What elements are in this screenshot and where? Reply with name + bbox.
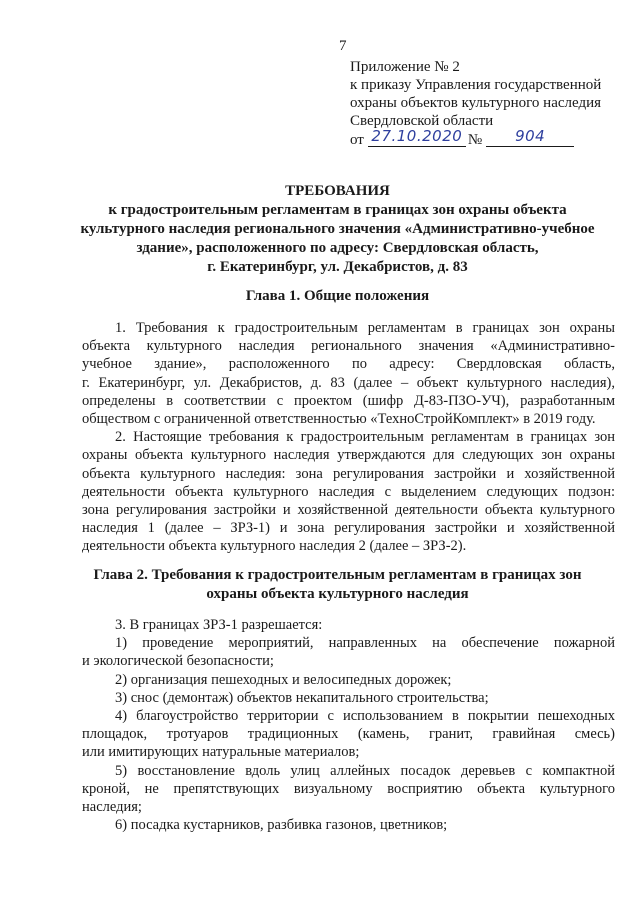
annex-line: охраны объектов культурного наследия bbox=[350, 95, 602, 111]
list-item: 3) снос (демонтаж) объектов некапитального строительства; bbox=[115, 689, 489, 706]
paragraph-3: 3. В границах ЗРЗ-1 разрешается: 1) проведение мероприятий, направленных на обеспечение пожарной и экологической безопасности; 2) организация пешеходных и велосипедных дорожек; 3) снос (демонтаж) объектов некапитального строительства; 4) благоустройство территории с использованием в покрытии пешеходных площадок, тротуаров традиционных (камень, гранит, гравийная смесь) или имитирующих натуральные материалов; 5) восстановление вдоль улиц аллейных посадок деревьев с компактной кроной, не препятствующих визуальному восприятию объекта культурного наследия; 6) посадка кустарников, разбивка газонов, цветников; bbox=[82, 617, 615, 834]
title-line: культурного наследия регионального значения «Административно-учебное bbox=[80, 221, 595, 237]
list-item: 5) восстановление вдоль улиц аллейных посадок деревьев с компактной bbox=[115, 762, 615, 779]
page-number: 7 bbox=[339, 38, 347, 54]
number-label: № bbox=[467, 132, 483, 148]
annex-line: Приложение № 2 bbox=[350, 59, 460, 75]
annex-line: Свердловской области bbox=[350, 113, 494, 129]
from-label: от bbox=[350, 132, 364, 148]
handwritten-number: 904 bbox=[486, 130, 574, 149]
title-heading: ТРЕБОВАНИЯ bbox=[285, 183, 390, 199]
title-line: здание», расположенного по адресу: Свердловская область, bbox=[136, 240, 539, 256]
list-item: 4) благоустройство территории с использованием в покрытии пешеходных bbox=[115, 708, 615, 725]
chapter-1-heading: Глава 1. Общие положения bbox=[245, 288, 430, 304]
handwritten-date: 27.10.2020 bbox=[368, 130, 466, 149]
chapter-2-heading: Глава 2. Требования к градостроительным регламентам в границах зон охраны объекта культурного наследия bbox=[93, 567, 582, 602]
annex-block bbox=[350, 58, 632, 149]
list-item: 6) посадка кустарников, разбивка газонов, цветников; bbox=[115, 817, 448, 834]
document-title bbox=[60, 182, 615, 277]
list-item: 1) проведение мероприятий, направленных на обеспечение пожарной bbox=[115, 635, 615, 652]
paragraph-1: 1. Требования к градостроительным регламентам в границах зон охраны объекта культурного наследия регионального значения «Административно- учебное здание», расположенного по адресу: Свердловская область, г. Екатеринбург, ул. Декабристов, д. 83 (далее – объект культурного наследия), определены в соответствии с проектом (шифр Д-83-ПЗО-УЧ), разработанным обществом с ограниченной ответственностью «ТехноСтройКомплект» в 2019 году. 2. Настоящие требования к градостроительным регламентам в границах зон охраны объекта культурного наследия утверждаются для следующих зон охраны объекта культурного наследия: зона регулирования застройки и хозяйственной деятельности объекта культурного наследия с выделением следующих подзон: зона регулирования застройки и хозяйственной деятельности объекта культурного наследия 1 (далее – ЗРЗ-1) и зона регулирования застройки и хозяйственной деятельности объекта культурного наследия 2 (далее – ЗРЗ-2). bbox=[82, 320, 615, 555]
annex-date-line bbox=[350, 127, 632, 149]
title-line: к градостроительным регламентам в границах зон охраны объекта bbox=[108, 202, 567, 218]
annex-line: к приказу Управления государственной bbox=[350, 77, 602, 93]
title-line: г. Екатеринбург, ул. Декабристов, д. 83 bbox=[207, 259, 468, 275]
list-item: 2) организация пешеходных и велосипедных дорожек; bbox=[115, 671, 452, 688]
